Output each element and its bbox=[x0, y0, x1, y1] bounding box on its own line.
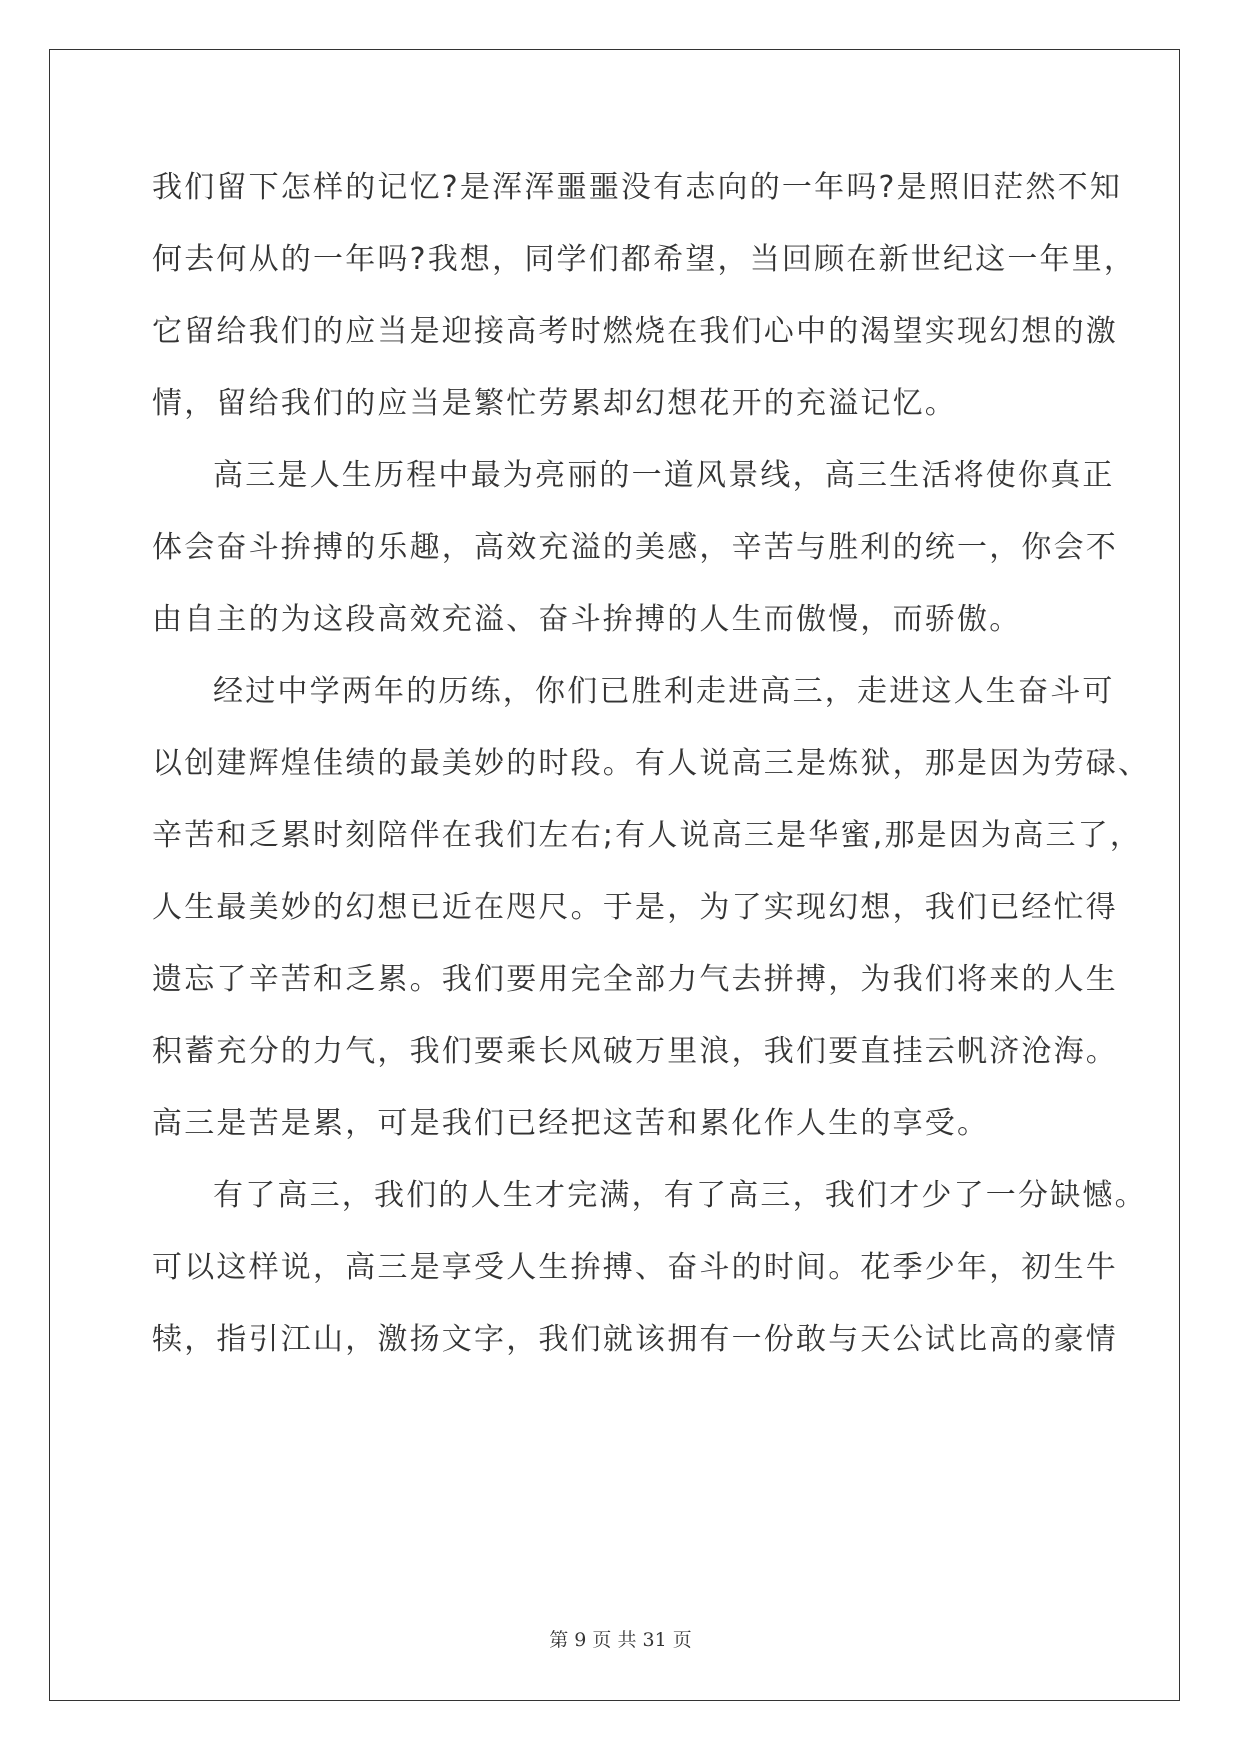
text-line: 由自主的为这段高效充溢、奋斗拚搏的人生而傲慢，而骄傲。 bbox=[152, 602, 1022, 637]
text-line: 高三是苦是累，可是我们已经把这苦和累化作人生的享受。 bbox=[152, 1106, 990, 1141]
paragraph-first-line: 经过中学两年的历练，你们已胜利走进高三，走进这人生奋斗可 bbox=[213, 674, 1115, 709]
paragraph-first-line: 有了高三，我们的人生才完满，有了高三，我们才少了一分缺憾。 bbox=[213, 1178, 1147, 1213]
text-line: 可以这样说，高三是享受人生拚搏、奋斗的时间。花季少年，初生牛 bbox=[152, 1250, 1118, 1285]
text-line: 何去何从的一年吗?我想，同学们都希望，当回顾在新世纪这一年里， bbox=[152, 242, 1137, 277]
page-number-footer: 第 9 页 共 31 页 bbox=[549, 1629, 692, 1651]
text-line: 情，留给我们的应当是繁忙劳累却幻想花开的充溢记忆。 bbox=[152, 386, 957, 421]
text-line: 辛苦和乏累时刻陪伴在我们左右;有人说高三是华蜜,那是因为高三了， bbox=[152, 818, 1143, 853]
text-line: 遗忘了辛苦和乏累。我们要用完全部力气去拼搏，为我们将来的人生 bbox=[152, 962, 1118, 997]
page-border bbox=[49, 49, 1180, 1701]
text-line: 犊，指引江山，激扬文字，我们就该拥有一份敢与天公试比高的豪情 bbox=[152, 1322, 1118, 1357]
paragraph-first-line: 高三是人生历程中最为亮丽的一道风景线，高三生活将使你真正 bbox=[213, 458, 1115, 493]
text-line: 我们留下怎样的记忆?是浑浑噩噩没有志向的一年吗?是照旧茫然不知 bbox=[152, 170, 1123, 205]
text-line: 积蓄充分的力气，我们要乘长风破万里浪，我们要直挂云帆济沧海。 bbox=[152, 1034, 1118, 1069]
text-line: 它留给我们的应当是迎接高考时燃烧在我们心中的渴望实现幻想的激 bbox=[152, 314, 1118, 349]
text-line: 体会奋斗拚搏的乐趣，高效充溢的美感，辛苦与胜利的统一，你会不 bbox=[152, 530, 1118, 565]
text-line: 人生最美妙的幻想已近在咫尺。于是，为了实现幻想，我们已经忙得 bbox=[152, 890, 1118, 925]
text-line: 以创建辉煌佳绩的最美妙的时段。有人说高三是炼狱，那是因为劳碌、 bbox=[152, 746, 1151, 781]
